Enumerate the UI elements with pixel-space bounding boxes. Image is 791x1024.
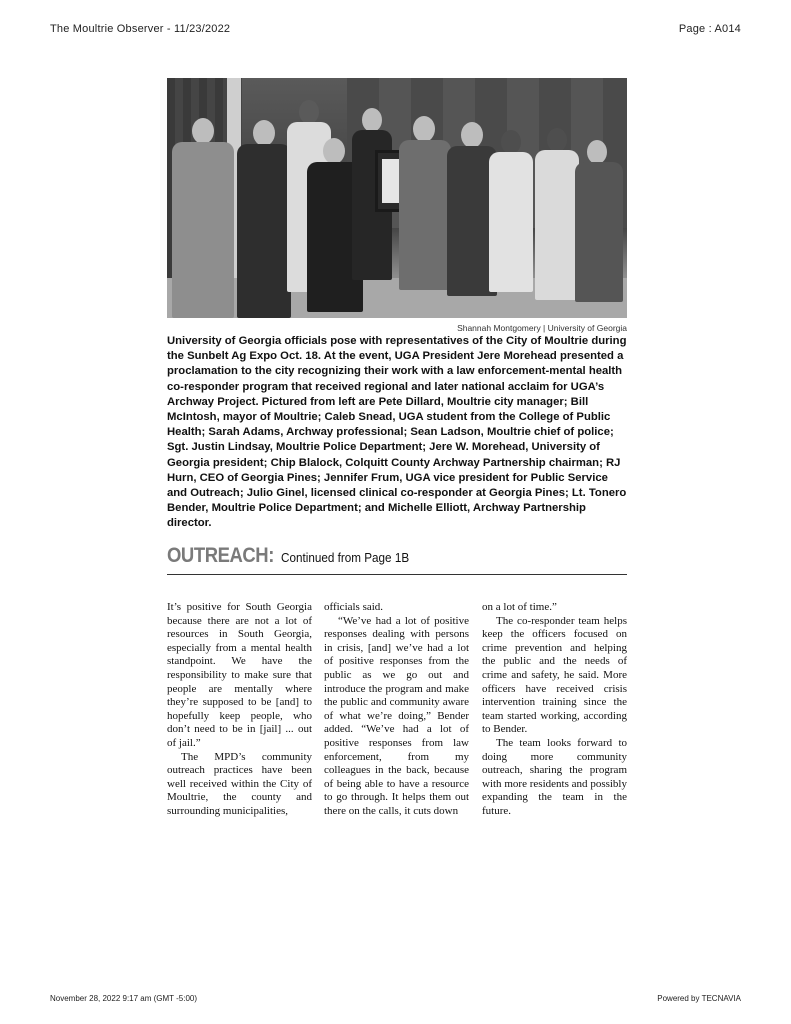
group-photo (167, 78, 627, 318)
footer-powered-by: Powered by TECNAVIA (657, 994, 741, 1003)
article-column-2 (324, 601, 469, 819)
section-divider (167, 574, 627, 575)
paragraph: “We’ve had a lot of positive responses dealing with persons in crisis, [and] we’ve had a lot of positive responses from the public as we go out and introduce the program and make the public and community aware of what we’re doing,” Bender added. “We’ve had a lot of positive responses from law enforcement, from my colleagues in the back, because of being able to have a resource to go through. It helps them out there on the calls, it cuts down (324, 614, 469, 817)
continuation-header (167, 544, 423, 568)
paragraph: The team looks forward to doing more community outreach, sharing the program with more residents and possibly expanding the team in the future. (482, 736, 627, 817)
paragraph: The co-responder team helps keep the officers focused on crime prevention and helping the public and the needs of crime and safety, he said. More officers have received crisis intervention training since the team started working, according to Bender. (482, 614, 627, 736)
photo-caption: University of Georgia officials pose with representatives of the City of Moultrie during the Sunbelt Ag Expo Oct. 18. At the event, UGA President Jere Morehead presented a proclamation to the city recognizing their work with a law enforcement-mental health co-responder program that received regional and later national acclaim for UGA’s Archway Project. Pictured from left are Pete Dillard, Moultrie city manager; Bill McIntosh, mayor of Moultrie; Caleb Snead, UGA student from the College of Public Health; Sarah Adams, Archway professional; Sean Ladson, Moultrie chief of police; Sgt. Justin Lindsay, Moultrie Police Department; Jere W. Morehead, University of Georgia president; Chip Blalock, Colquitt County Archway Partnership chairman; RJ Hurn, CEO of Georgia Pines; Jennifer Frum, UGA vice president for Public Service and Outreach; Julio Ginel, licensed clinical co-responder at Georgia Pines; Lt. Tonero Bender, Moultrie Police Department; and Michelle Elliott, Archway Partnership director. (167, 335, 627, 530)
paragraph: The MPD’s community outreach practices have been well received within the City of Moultrie, the county and surrounding municipalities, (167, 750, 312, 817)
continuation-text: Continued from Page 1B (280, 550, 410, 565)
page-number: Page : A014 (678, 23, 741, 35)
article-column-1 (167, 601, 312, 819)
footer-timestamp: November 28, 2022 9:17 am (GMT -5:00) (50, 994, 198, 1003)
article-column-3 (482, 601, 627, 819)
publication-title: The Moultrie Observer - 11/23/2022 (50, 23, 231, 35)
paragraph: on a lot of time.” (482, 601, 557, 613)
paragraph: It’s positive for South Georgia because there are not a lot of resources in South Georgia, especially from a mental health standpoint. We have the responsibility to make sure that people are mentally where they’re supposed to be [and] to hopefully keep people, who don’t need to be in [jail] ... out of jail.” (167, 601, 312, 749)
paragraph: officials said. (324, 601, 384, 613)
continuation-keyword: OUTREACH: (167, 544, 274, 567)
photo-credit: Shannah Montgomery | University of Georgia (457, 323, 627, 333)
